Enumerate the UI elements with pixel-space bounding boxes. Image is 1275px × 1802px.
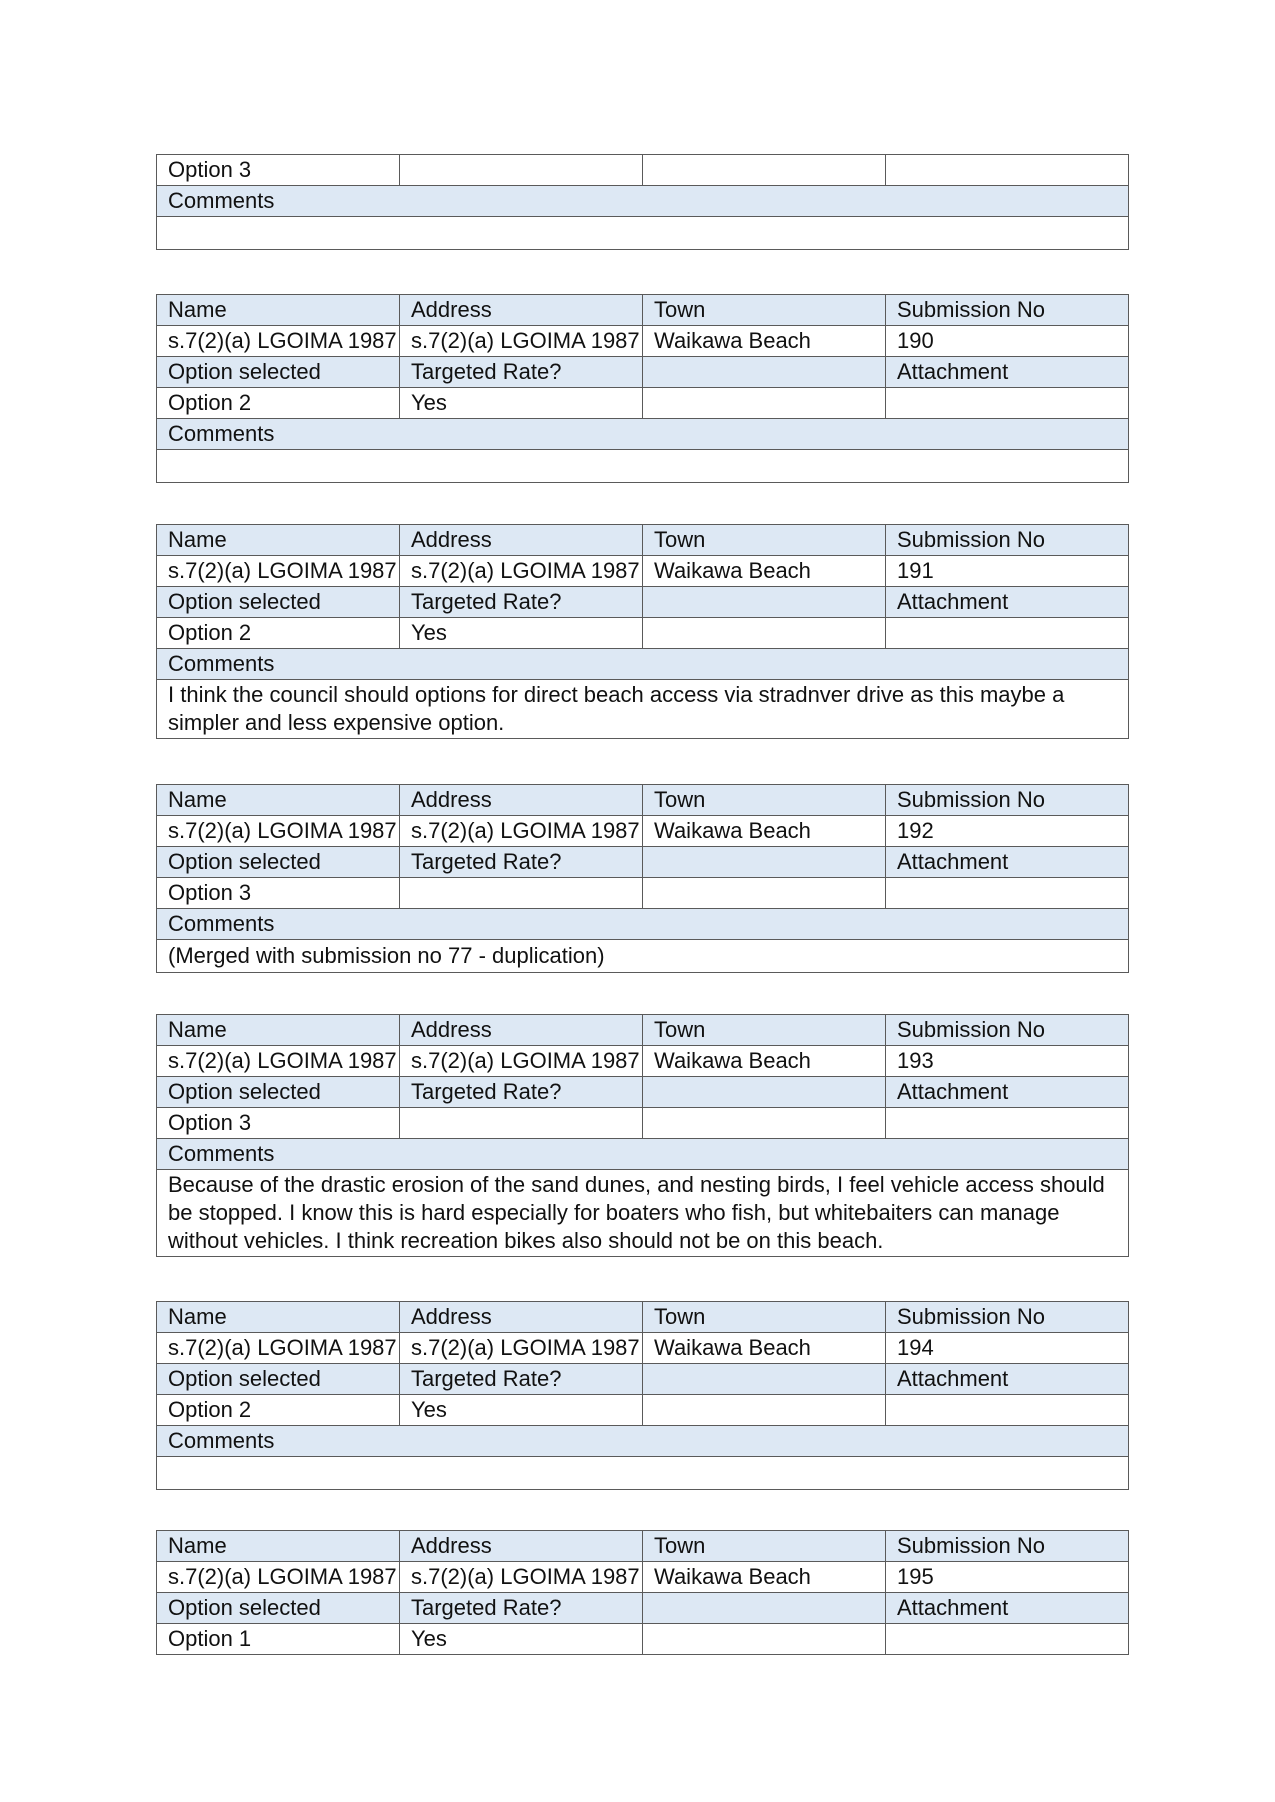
town-value: Waikawa Beach (643, 1046, 886, 1077)
option-value: Option 3 (157, 1108, 400, 1139)
details-row (157, 1333, 1129, 1364)
town-label: Town (643, 1015, 886, 1046)
comments-label: Comments (157, 186, 1129, 217)
name-label: Name (157, 1015, 400, 1046)
option-selected-label: Option selected (157, 587, 400, 618)
address-label: Address (400, 1531, 643, 1562)
submission-table-193 (156, 1014, 1129, 1257)
name-label: Name (157, 785, 400, 816)
header-row (157, 1302, 1129, 1333)
name-value: s.7(2)(a) LGOIMA 1987 (157, 1046, 400, 1077)
targeted-rate-label: Targeted Rate? (400, 357, 643, 388)
option-header-row (157, 847, 1129, 878)
comments-row (157, 217, 1129, 250)
address-label: Address (400, 1015, 643, 1046)
option-row (157, 1108, 1129, 1139)
targeted-rate-label: Targeted Rate? (400, 1364, 643, 1395)
comments-label: Comments (157, 1139, 1129, 1170)
attachment-label: Attachment (886, 1593, 1129, 1624)
town-value: Waikawa Beach (643, 1562, 886, 1593)
town-label: Town (643, 1531, 886, 1562)
option-header-row (157, 1593, 1129, 1624)
submission-table-194 (156, 1301, 1129, 1490)
option-value: Option 3 (157, 878, 400, 909)
submission-table-partial (156, 154, 1129, 250)
submission-no-label: Submission No (886, 295, 1129, 326)
comments-label: Comments (157, 909, 1129, 940)
address-label: Address (400, 525, 643, 556)
option-row (157, 1395, 1129, 1426)
targeted-rate-value (400, 878, 643, 909)
option-header-row (157, 1364, 1129, 1395)
option-value: Option 2 (157, 388, 400, 419)
comments-row (157, 940, 1129, 973)
submission-no-value: 191 (886, 556, 1129, 587)
option-value: Option 2 (157, 618, 400, 649)
comments-header-row (157, 1426, 1129, 1457)
details-row (157, 1046, 1129, 1077)
targeted-rate-value: Yes (400, 1624, 643, 1655)
submission-table-192 (156, 784, 1129, 973)
comments-row (157, 1457, 1129, 1490)
comments-header-row (157, 186, 1129, 217)
option-selected-label: Option selected (157, 357, 400, 388)
option-header-row (157, 587, 1129, 618)
targeted-rate-label: Targeted Rate? (400, 1593, 643, 1624)
name-label: Name (157, 1531, 400, 1562)
town-value: Waikawa Beach (643, 1333, 886, 1364)
town-label: Town (643, 785, 886, 816)
option-header-row (157, 357, 1129, 388)
submission-no-value: 194 (886, 1333, 1129, 1364)
details-row (157, 1562, 1129, 1593)
option-selected-label: Option selected (157, 847, 400, 878)
submission-no-value: 190 (886, 326, 1129, 357)
submission-no-label: Submission No (886, 1015, 1129, 1046)
submission-no-value: 192 (886, 816, 1129, 847)
details-row (157, 816, 1129, 847)
header-row (157, 1015, 1129, 1046)
attachment-label: Attachment (886, 847, 1129, 878)
name-value: s.7(2)(a) LGOIMA 1987 (157, 1333, 400, 1364)
submission-no-label: Submission No (886, 785, 1129, 816)
name-label: Name (157, 295, 400, 326)
comments-label: Comments (157, 649, 1129, 680)
address-label: Address (400, 1302, 643, 1333)
submission-table-191 (156, 524, 1129, 739)
attachment-label: Attachment (886, 357, 1129, 388)
comments-header-row (157, 909, 1129, 940)
submission-no-value: 195 (886, 1562, 1129, 1593)
town-value: Waikawa Beach (643, 556, 886, 587)
comments-row (157, 680, 1129, 739)
name-label: Name (157, 525, 400, 556)
targeted-rate-value (400, 1108, 643, 1139)
address-label: Address (400, 295, 643, 326)
address-value: s.7(2)(a) LGOIMA 1987 (400, 556, 643, 587)
address-value: s.7(2)(a) LGOIMA 1987 (400, 1562, 643, 1593)
comments-value (157, 450, 1129, 483)
option-value: Option 2 (157, 1395, 400, 1426)
comments-value (157, 217, 1129, 250)
address-value: s.7(2)(a) LGOIMA 1987 (400, 326, 643, 357)
name-value: s.7(2)(a) LGOIMA 1987 (157, 816, 400, 847)
address-value: s.7(2)(a) LGOIMA 1987 (400, 816, 643, 847)
targeted-rate-value: Yes (400, 618, 643, 649)
name-value: s.7(2)(a) LGOIMA 1987 (157, 1562, 400, 1593)
submission-no-value: 193 (886, 1046, 1129, 1077)
targeted-rate-value: Yes (400, 388, 643, 419)
comments-label: Comments (157, 419, 1129, 450)
comments-value: Because of the drastic erosion of the sand dunes, and nesting birds, I feel vehicle access should be stopped. I know this is hard especially for boaters who fish, but whitebaiters can manage without vehicles. I think recreation bikes also should not be on this beach. (157, 1170, 1129, 1257)
option-value: Option 3 (157, 155, 400, 186)
name-value: s.7(2)(a) LGOIMA 1987 (157, 326, 400, 357)
town-value: Waikawa Beach (643, 816, 886, 847)
details-row (157, 556, 1129, 587)
comments-header-row (157, 419, 1129, 450)
option-row (157, 618, 1129, 649)
attachment-label: Attachment (886, 1364, 1129, 1395)
option-value: Option 1 (157, 1624, 400, 1655)
name-label: Name (157, 1302, 400, 1333)
option-selected-label: Option selected (157, 1593, 400, 1624)
details-row (157, 326, 1129, 357)
targeted-rate-label: Targeted Rate? (400, 847, 643, 878)
address-label: Address (400, 785, 643, 816)
targeted-rate-label: Targeted Rate? (400, 587, 643, 618)
town-label: Town (643, 525, 886, 556)
attachment-label: Attachment (886, 587, 1129, 618)
town-label: Town (643, 1302, 886, 1333)
comments-header-row (157, 1139, 1129, 1170)
comments-header-row (157, 649, 1129, 680)
header-row (157, 295, 1129, 326)
option-selected-label: Option selected (157, 1077, 400, 1108)
town-value: Waikawa Beach (643, 326, 886, 357)
option-row (157, 388, 1129, 419)
comments-value: I think the council should options for direct beach access via stradnver drive as this maybe a simpler and less expensive option. (157, 680, 1129, 739)
comments-label: Comments (157, 1426, 1129, 1457)
address-value: s.7(2)(a) LGOIMA 1987 (400, 1046, 643, 1077)
attachment-label: Attachment (886, 1077, 1129, 1108)
option-selected-label: Option selected (157, 1364, 400, 1395)
submission-no-label: Submission No (886, 1531, 1129, 1562)
option-row (157, 1624, 1129, 1655)
option-header-row (157, 1077, 1129, 1108)
comments-row (157, 450, 1129, 483)
option-row (157, 155, 1129, 186)
targeted-rate-label: Targeted Rate? (400, 1077, 643, 1108)
submission-table-190 (156, 294, 1129, 483)
town-label: Town (643, 295, 886, 326)
header-row (157, 1531, 1129, 1562)
comments-row (157, 1170, 1129, 1257)
comments-value: (Merged with submission no 77 - duplication) (157, 940, 1129, 973)
name-value: s.7(2)(a) LGOIMA 1987 (157, 556, 400, 587)
submission-no-label: Submission No (886, 525, 1129, 556)
address-value: s.7(2)(a) LGOIMA 1987 (400, 1333, 643, 1364)
comments-value (157, 1457, 1129, 1490)
header-row (157, 525, 1129, 556)
header-row (157, 785, 1129, 816)
option-row (157, 878, 1129, 909)
submission-no-label: Submission No (886, 1302, 1129, 1333)
targeted-rate-value: Yes (400, 1395, 643, 1426)
submission-table-195 (156, 1530, 1129, 1655)
